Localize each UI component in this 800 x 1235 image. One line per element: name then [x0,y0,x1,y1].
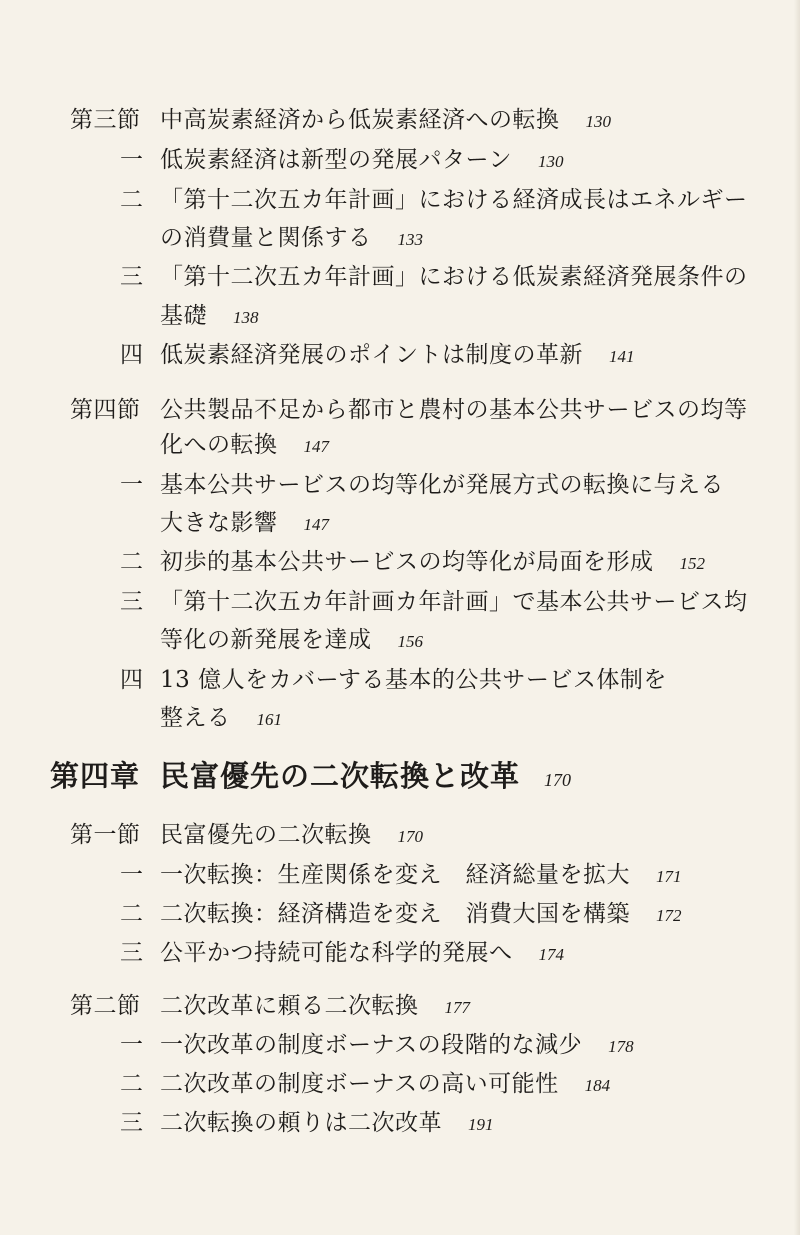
section-title: 中高炭素経済から低炭素経済への転換 130 [160,107,611,133]
section-label: 第一節 [70,822,141,848]
page-number: 138 [233,308,259,327]
item-number: 四 [120,342,144,368]
item-title: 二次転換：経済構造を変え 消費大国を構築 172 [160,901,682,927]
page-number: 130 [585,112,611,131]
page-number: 147 [303,515,329,534]
section-label: 第四節 [70,397,141,423]
page-number: 130 [538,152,564,171]
item-number: 二 [120,901,144,927]
item-title: 二次転換の頼りは二次改革 191 [160,1110,494,1136]
item-title: 基本公共サービスの均等化が発展方式の転換に与える [160,472,724,498]
item-title-cont: の消費量と関係する 133 [160,225,423,251]
section-label: 第三節 [70,107,141,133]
section-title: 二次改革に頼る二次転換 177 [160,993,470,1019]
item-title: 二次改革の制度ボーナスの高い可能性 184 [160,1071,611,1097]
item-number: 一 [120,1032,144,1058]
page-number: 170 [544,770,572,790]
item-title: 13 億人をカバーする基本的公共サービス体制を [160,667,667,693]
item-number: 一 [120,472,144,498]
page-number: 184 [584,1076,611,1095]
item-number: 三 [120,264,144,290]
item-title: 低炭素経済発展のポイントは制度の革新 141 [160,342,635,368]
page-number: 133 [397,230,423,249]
item-title: 「第十二次五カ年計画」における低炭素経済発展条件の [160,264,748,290]
item-number: 二 [120,1071,144,1097]
item-number: 一 [120,862,144,888]
item-number: 二 [120,549,144,575]
chapter-label: 第四章 [50,759,141,793]
item-title-cont: 整える 161 [160,705,282,731]
page-number: 174 [538,945,564,964]
chapter-title: 民富優先の二次転換と改革 170 [160,759,572,793]
item-number: 一 [120,147,144,173]
section-title-cont: 化への転換 147 [160,432,329,458]
item-title: 公平かつ持続可能な科学的発展へ 174 [160,940,564,966]
page-number: 170 [397,827,423,846]
item-title: 「第十二次五カ年計画カ年計画」で基本公共サービス均 [160,589,748,615]
page-number: 141 [609,347,635,366]
page-number: 191 [468,1115,494,1134]
item-title-cont: 等化の新発展を達成 156 [160,627,423,653]
item-number: 三 [120,940,144,966]
page-number: 172 [656,906,682,925]
page-edge-shadow [794,0,800,1235]
page-number: 177 [444,998,470,1017]
item-number: 三 [120,1110,144,1136]
item-number: 三 [120,589,144,615]
item-title-cont: 基礎 138 [160,303,259,329]
item-title: 一次改革の制度ボーナスの段階的な減少 178 [160,1032,634,1058]
section-title: 民富優先の二次転換 170 [160,822,423,848]
page-number: 147 [303,437,329,456]
page-number: 171 [656,867,682,886]
section-label: 第二節 [70,993,141,1019]
page-number: 161 [256,710,282,729]
section-title: 公共製品不足から都市と農村の基本公共サービスの均等 [160,397,748,423]
page-number: 178 [608,1037,634,1056]
item-title: 「第十二次五カ年計画」における経済成長はエネルギー [160,187,748,213]
item-title: 初歩的基本公共サービスの均等化が局面を形成 152 [160,549,705,575]
item-title: 低炭素経済は新型の発展パターン 130 [160,147,564,173]
page-number: 152 [679,554,705,573]
item-title-cont: 大きな影響 147 [160,510,329,536]
item-number: 四 [120,667,144,693]
page-number: 156 [397,632,423,651]
item-number: 二 [120,187,144,213]
item-title: 一次転換：生産関係を変え 経済総量を拡大 171 [160,862,682,888]
